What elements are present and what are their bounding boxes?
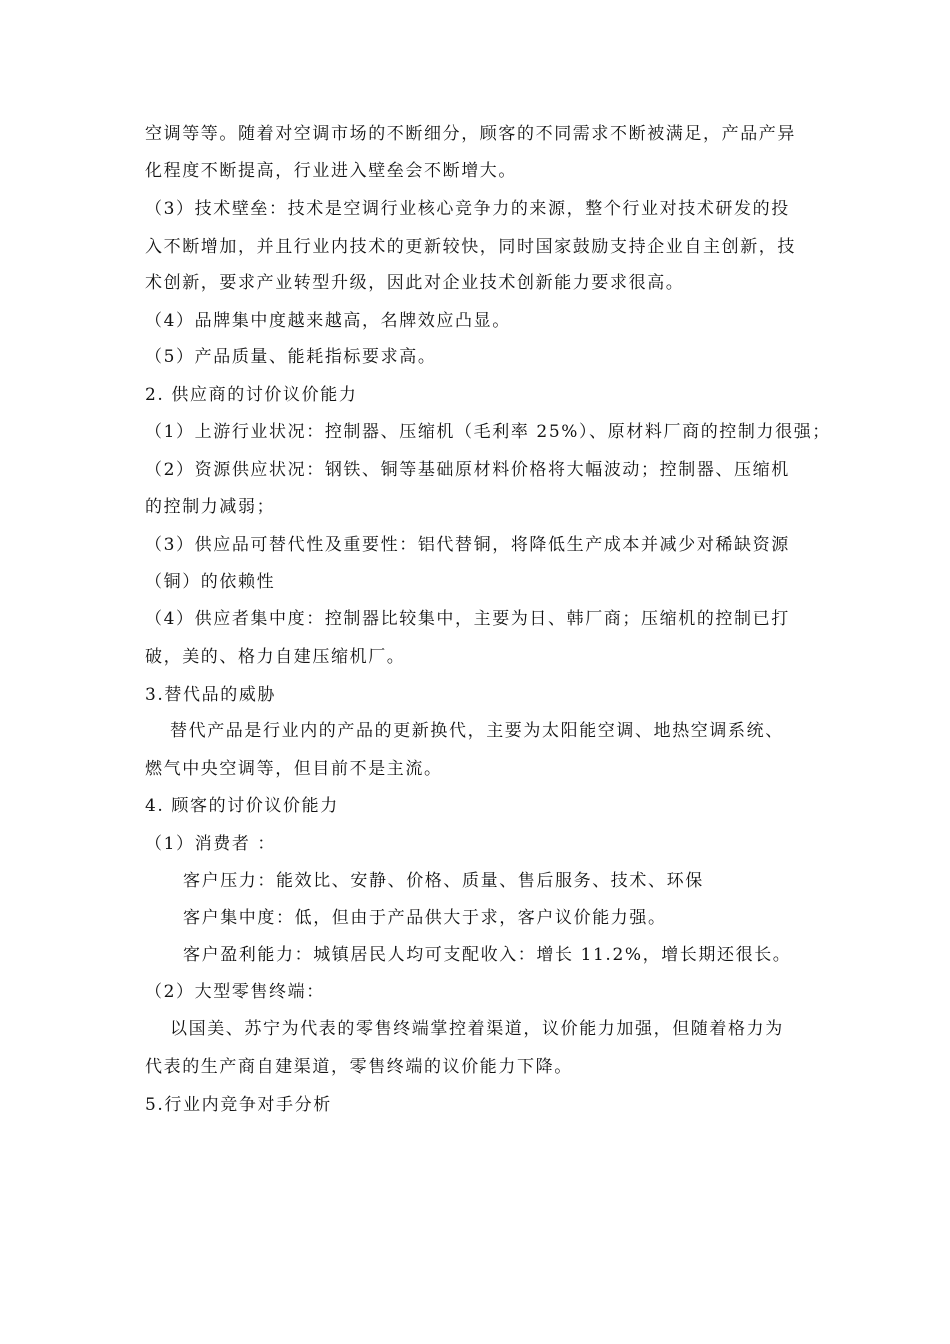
list-item: （1）上游行业状况：控制器、压缩机（毛利率 25%）、原材料厂商的控制力很强； <box>145 422 831 442</box>
paragraph-line: 化程度不断提高，行业进入壁垒会不断增大。 <box>145 161 517 181</box>
paragraph-line: 燃气中央空调等，但目前不是主流。 <box>145 759 443 779</box>
list-item: （2）资源供应状况：钢铁、铜等基础原材料价格将大幅波动；控制器、压缩机 <box>145 460 790 480</box>
paragraph-line: （铜）的依赖性 <box>145 572 276 592</box>
list-item: （5）产品质量、能耗指标要求高。 <box>145 347 437 367</box>
paragraph-line: 客户压力：能效比、安静、价格、质量、售后服务、技术、环保 <box>183 871 704 891</box>
paragraph-line: （3）技术壁垒：技术是空调行业核心竞争力的来源，整个行业对技术研发的投 <box>145 199 790 219</box>
paragraph-line: 替代产品是行业内的产品的更新换代，主要为太阳能空调、地热空调系统、 <box>170 721 784 741</box>
list-item: （4）品牌集中度越来越高，名牌效应凸显。 <box>145 311 511 331</box>
paragraph-line: 客户集中度：低，但由于产品供大于求，客户议价能力强。 <box>183 908 667 928</box>
list-item: （2）大型零售终端： <box>145 982 325 1002</box>
section-heading: 3.替代品的威胁 <box>145 685 277 705</box>
paragraph-line: 空调等等。随着对空调市场的不断细分，顾客的不同需求不断被满足，产品产异 <box>145 124 796 144</box>
paragraph-line: 的控制力减弱； <box>145 497 276 517</box>
paragraph-line: 术创新，要求产业转型升级，因此对企业技术创新能力要求很高。 <box>145 273 685 293</box>
paragraph-line: 破，美的、格力自建压缩机厂。 <box>145 647 406 667</box>
paragraph-line: 入不断增加，并且行业内技术的更新较快，同时国家鼓励支持企业自主创新，技 <box>145 237 796 257</box>
list-item: （1）消费者 ： <box>145 834 277 854</box>
paragraph-line: 以国美、苏宁为代表的零售终端掌控着渠道，议价能力加强，但随着格力为 <box>170 1019 784 1039</box>
section-heading: 4. 顾客的讨价议价能力 <box>145 796 339 816</box>
paragraph-line: 代表的生产商自建渠道，零售终端的议价能力下降。 <box>145 1057 573 1077</box>
section-heading: 5.行业内竞争对手分析 <box>145 1095 332 1115</box>
list-item: （3）供应品可替代性及重要性：铝代替铜，将降低生产成本并减少对稀缺资源 <box>145 535 790 555</box>
list-item: （4）供应者集中度：控制器比较集中，主要为日、韩厂商；压缩机的控制已打 <box>145 609 790 629</box>
paragraph-line: 客户盈利能力：城镇居民人均可支配收入：增长 11.2%，增长期还很长。 <box>183 945 792 965</box>
section-heading: 2. 供应商的讨价议价能力 <box>145 385 358 405</box>
